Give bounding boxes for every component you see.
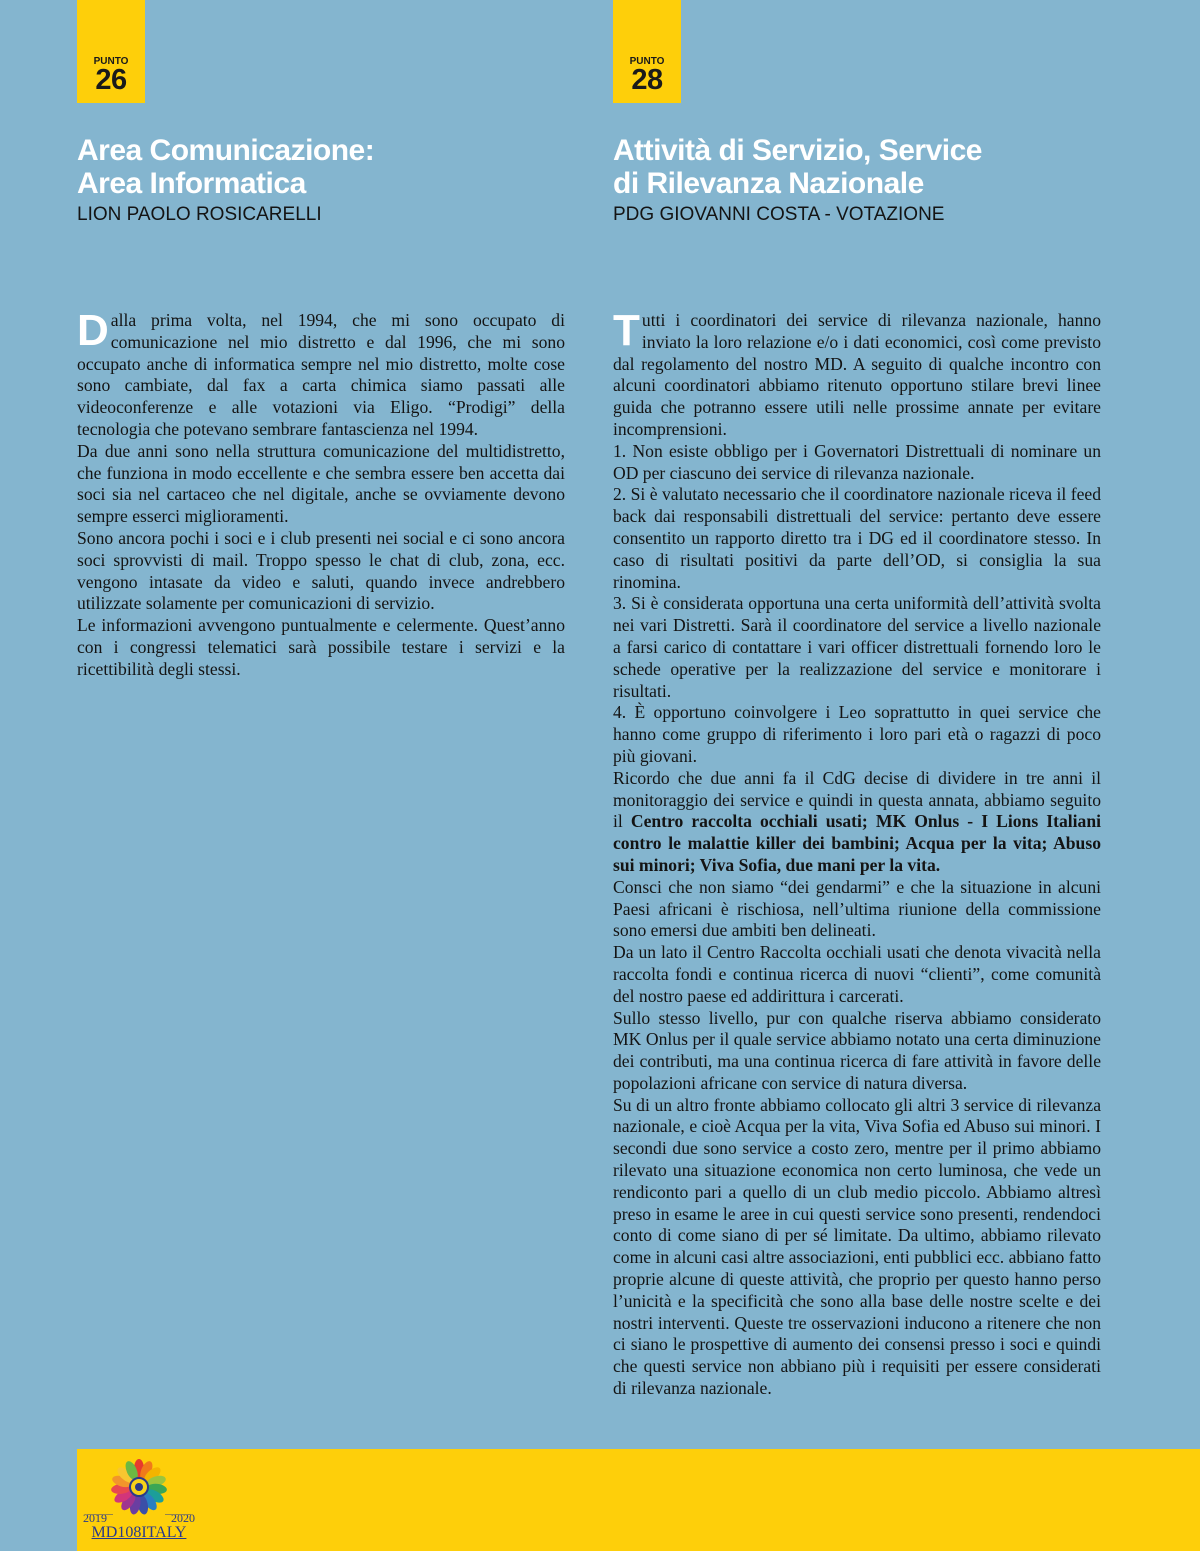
paragraph: 2. Si è valutato necessario che il coordinatore nazionale riceva il feed back dai responsabili distrettuali del service: pertanto deve essere consentito un rapporto diretto tra i DG ed il coordinatore stesso. In caso di risultati positivi da parte dell’OD, si consiglia la sua rinomina. [613, 484, 1101, 592]
paragraph-text: utti i coordinatori dei service di rilevanza nazionale, hanno inviato la loro relazione e/o i dati economici, così come previsto dal regolamento del nostro MD. A seguito di qualche incontro con alcuni coordinatori abbiamo ritenuto opportuno stilare brevi linee guida che potranno essere utili nelle prossime annate per evitare incomprensioni. [613, 310, 1101, 439]
punto-label: PUNTO [629, 56, 665, 67]
paragraph: Sono ancora pochi i soci e i club presenti nei social e ci sono ancora soci sprovvisti di mail. Troppo spesso le chat di club, zona, ecc. vengono intasate da video e saluti, quando invece andrebbero utilizzate solamente per comunicazioni di servizio. [77, 527, 565, 614]
title-line: Attività di Servizio, Service [613, 134, 982, 167]
title-line: di Rilevanza Nazionale [613, 167, 924, 200]
logo-year-start: 2019 [83, 1511, 107, 1525]
punto-number: 28 [631, 64, 663, 96]
md108-logo [83, 1459, 195, 1549]
logo-brand: MD108ITALY [91, 1524, 187, 1541]
logo-year-end: 2020 [171, 1511, 195, 1525]
article-title [613, 134, 1133, 200]
article-body [613, 306, 1101, 1400]
drop-cap: D [77, 306, 109, 355]
paragraph: Da un lato il Centro Raccolta occhiali usati che denota vivacità nella raccolta fondi e continua ricerca di nuovi “clienti”, come comunità del nostro paese ed addirittura i carcerati. [613, 942, 1101, 1006]
paragraph: 4. È opportuno coinvolgere i Leo soprattutto in quei service che hanno come gruppo di riferimento i loro pari età o ragazzi di poco più giovani. [613, 702, 1101, 766]
service-list: Centro raccolta occhiali usati; MK Onlus - I Lions Italiani contro le malattie killer dei bambini; Acqua per la vita; Abuso sui minori; Viva Sofia, due mani per la vita. [613, 811, 1101, 875]
paragraph [613, 768, 1101, 877]
drop-cap: T [613, 306, 640, 355]
paragraph: Le informazioni avvengono puntualmente e celermente. Quest’anno con i congressi telematici sarà possibile testare i servizi e la ricettibilità degli stessi. [77, 615, 565, 679]
article-title [77, 134, 597, 200]
footer-band [77, 1449, 1200, 1551]
article-author: LION PAOLO ROSICARELLI [77, 204, 322, 225]
punto-label: PUNTO [93, 56, 129, 67]
paragraph [613, 306, 1101, 441]
punto-number: 26 [95, 64, 127, 96]
paragraph: Su di un altro fronte abbiamo collocato gli altri 3 service di rilevanza nazionale, e cioè Acqua per la vita, Viva Sofia ed Abuso sui minori. I secondi due sono service a costo zero, mentre per il primo abbiamo rilevato una situazione economica non certo luminosa, che vede un rendiconto pari a quello di un club medio piccolo. Abbiamo altresì preso in esame le aree in cui questi service sono presenti, rendendoci conto di come siano di per sé limitate. Da ultimo, abbiamo rilevato come in alcuni casi altre associazioni, enti pubblici ecc. abbiano fatto proprie alcune di queste attività, che proprio per questo hanno perso l’unicità e la specificità che sono alla base delle nostre scelte e dei nostri interventi. Queste tre osservazioni inducono a ritenere che non ci siano le prospettive di aumento dei consensi presso i soci e quindi che questi service non abbiano più i requisiti per essere considerati di rilevanza nazionale. [613, 1094, 1101, 1399]
paragraph [77, 306, 565, 441]
title-line: Area Informatica [77, 167, 306, 200]
lions-sunburst-icon [83, 1459, 195, 1515]
article-body [77, 306, 565, 681]
article-author: PDG GIOVANNI COSTA - VOTAZIONE [613, 204, 945, 225]
paragraph: 1. Non esiste obbligo per i Governatori Distrettuali di nominare un OD per ciascuno dei service di rilevanza nazionale. [613, 440, 1101, 483]
paragraph: 3. Si è considerata opportuna una certa uniformità dell’attività svolta nei vari Distretti. Sarà il coordinatore del service a livello nazionale a farsi carico di contattare i vari officer distrettuali fornendo loro le schede operative per la realizzazione del service e monitorare i risultati. [613, 593, 1101, 701]
paragraph: Consci che non siamo “dei gendarmi” e che la situazione in alcuni Paesi africani è rischiosa, nell’ultima riunione della commissione sono emersi due ambiti ben delineati. [613, 876, 1101, 941]
punto-badge-right [613, 0, 681, 103]
paragraph-text: Ricordo che due anni fa il CdG decise di dividere in tre anni il monitoraggio dei service e quindi in questa annata, abbiamo seguito il [613, 767, 1101, 832]
paragraph: Sullo stesso livello, pur con qualche riserva abbiamo considerato MK Onlus per il quale service abbiamo notato una certa diminuzione dei contributi, ma una continua ricerca di fare attività in favore delle popolazioni africane con service di natura diversa. [613, 1007, 1101, 1093]
title-line: Area Comunicazione: [77, 134, 375, 167]
paragraph-text: alla prima volta, nel 1994, che mi sono occupato di comunicazione nel mio distretto e dal 1996, che mi sono occupato anche di informatica sempre nel mio distretto, molte cose sono cambiate, dal fax a carta chimica siamo passati alle videoconferenze e alle votazioni via Eligo. “Prodigi” della tecnologia che potevano sembrare fantascienza nel 1994. [77, 310, 565, 439]
punto-badge-left [77, 0, 145, 103]
paragraph: Da due anni sono nella struttura comunicazione del multidistretto, che funziona in modo eccellente e che sembra essere ben accetta dai soci sia nel cartaceo che nel digitale, anche se ovviamente devono sempre esserci miglioramenti. [77, 440, 565, 527]
